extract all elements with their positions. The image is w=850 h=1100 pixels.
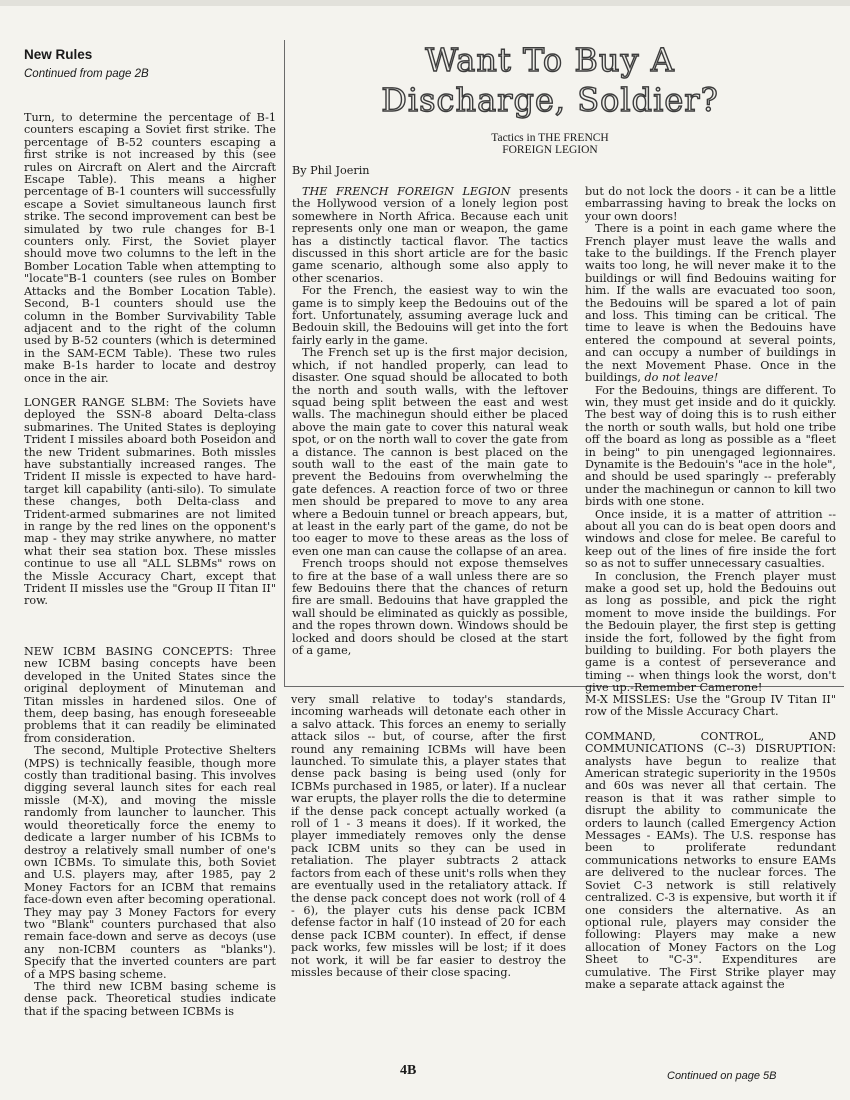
paragraph: The second, Multiple Protective Shelters (MPS) is technically feasible, though more costly than traditional basing. This involves digging several launch sites for each real missle (M-X), and moving the missle randomly from launcher to launcher. This would theoretically force the enemy to dedicate a larger number of his ICBMs to destroy a relatively small number of one's own ICBMs. To simulate this, both Soviet and U.S. players may, after 1985, pay 2 Money Factors for an ICBM that remains face-down even after becoming operational. They may pay 3 Money Factors for every two "Blank" counters purchased that also remain face-down and serve as decoys (use any non-ICBM counters as "blanks"). Specify that the inverted counters are part of a MPS basing scheme. [24, 744, 276, 981]
paragraph [585, 223, 836, 384]
paragraph [292, 186, 568, 285]
continued-from-note: Continued from page 2B [24, 68, 149, 80]
emphasis: do not leave! [644, 371, 719, 385]
paragraph: Turn, to determine the percentage of B-1 counters escaping a Soviet first strike. The percentage of B-52 counters escaping a first strike is not increased by this (see rules on Aircraft on Alert and the Aircraft Escape Table). This means a higher percentage of B-1 counters will successfully escape a Soviet simultaneous launch first strike. The second improvement can best be simulated by two rule changes for B-1 counters only. First, the Soviet player should move two columns to the left in the Bomber Location Table when attempting to "locate"B-1 counters (see rules on Bomber Attacks and the Bomber Location Table). Second, B-1 counters should use the column in the Bomber Survivability Table adjacent and to the right of the column used by B-52 counters (which is determined in the SAM-ECM Table). These two rules make B-1s harder to locate and destroy once in the air. [24, 111, 276, 385]
new-rules-column-top [24, 112, 276, 608]
paragraph: very small relative to today's standards, incoming warheads will detonate each other in a salvo attack. This forces an enemy to serially attack silos -- but, of course, after the first round any remaining ICBMs will have been launched. To simulate this, a player states that dense pack basing is being used (only for ICBMs purchased in 1985, or later). If a nuclear war erupts, the player rolls the die to determine if the dense pack concept actually worked (a roll of 1 - 3 means it does). If it worked, the player immediately removes only the dense pack ICBM units so they can be used in retaliation. The player subtracts 2 attack factors from each of these unit's rolls when they are eventually used in the retaliatory attack. If the dense pack concept does not work (roll of 4 - 6), the player cuts his dense pack ICBM defense factor in half (10 instead of 20 for each dense pack ICBM counter). In effect, if dense pack works, few missles will be lost; if it does not work, it will be far easier to destroy the missles because of their close spacing. [291, 693, 566, 979]
article-title: Want To Buy A Discharge, Soldier? [381, 41, 719, 119]
article-column-left [292, 186, 568, 657]
article-column-right [585, 186, 836, 695]
paragraph: Once inside, it is a matter of attrition -- about all you can do is beat open doors and windows and close for melee. Be careful to keep out of the lines of fire inside the fort so as not to suffer unnecessary casualties. [585, 507, 836, 571]
paragraph: The third new ICBM basing scheme is dense pack. Theoretical studies indicate that if the spacing between ICBMs is [24, 979, 276, 1018]
paragraph-text: presents the Hollywood version of a lonely legion post somewhere in North Africa. Because each unit represents only one man or weapon, the game has a distinctly tactical flavor. The tactics discussed in this short article are for the basic game scenario, although some also apply to other scenarios. [292, 185, 568, 285]
paragraph: LONGER RANGE SLBM: The Soviets have deployed the SSN-8 aboard Delta-class submarines. The United States is deploying Trident I missiles aboard both Poseidon and the new Trident submarines. Both missles have substantially increased ranges. The Trident II missle is expected to have hard-target kill capability (anti-silo). To simulate these changes, both Delta-class and Trident-armed submarines are not limited in range by the red lines on the opponent's map - they may strike anywhere, no matter what their sea station box. These missles continue to use all "ALL SLBMs" rows on the Missle Accuracy Chart, except that Trident II missles use the "Group II Titan II" row. [24, 395, 276, 608]
paragraph: French troops should not expose themselves to fire at the base of a wall unless there are so few Bedouins there that the chances of return fire are small. Bedouins that have grappled the wall should be eliminated as quickly as possible, and the ropes thrown down. Windows should be locked and doors should be closed at the start of a game, [292, 557, 568, 658]
byline: By Phil Joerin [292, 164, 370, 177]
paragraph-text: There is a point in each game where the French player must leave the walls and take to the buildings. If the French player waits too long, he will never make it to the buildings or will find Bedouins waiting for him. If the walls are evacuated too soon, the Bedouins will be spared a lot of pain and loss. This timing can be critical. The time to leave is when the Bedouins have entered the compound at several points, and can occupy a number of buildings in the next Movement Phase. Once in the buildings, [585, 222, 836, 385]
paragraph: M-X MISSLES: Use the "Group IV Titan II" row of the Missle Accuracy Chart. [585, 693, 836, 719]
page-number: 4B [400, 1063, 417, 1078]
article-border-vertical [284, 40, 285, 686]
continued-on-note: Continued on page 5B [667, 1070, 777, 1082]
paragraph: NEW ICBM BASING CONCEPTS: Three new ICBM basing concepts have been developed in the United States since the original deployment of Minuteman and Titan missles in hardened silos. One of them, deep basing, has enough foreseeable problems that it can readily be eliminated from consideration. [24, 645, 276, 745]
paragraph: For the Bedouins, things are different. To win, they must get inside and do it quickly. The best way of doing this is to rush either the north or south walls, but hold one tribe off the board as long as possible as a "fleet in being" to pin unengaged legionnaires. Dynamite is the Bedouin's "ace in the hole", and should be used sparingly -- preferably under the machinegun or cannon to kill two birds with one stone. [585, 383, 836, 509]
paragraph: For the French, the easiest way to win the game is to simply keep the Bedouins out of the fort. Unfortunately, assuming average luck and Bedouin skill, the Bedouins will get into the fort fairly early in the game. [292, 284, 568, 347]
page-edge [0, 0, 850, 6]
new-rules-column-right [585, 694, 836, 991]
subtitle-line: FOREIGN LEGION [502, 144, 598, 157]
new-rules-column-bottom [24, 646, 276, 1018]
paragraph: The French set up is the first major decision, which, if not handled properly, can lead to disaster. One squad should be allocated to both the north and south walls, with the leftover squad being split between the east and west walls. The machinegun should either be placed above the main gate to cover this natural weak spot, or on the north wall to cover the gate from a distance. The cannon is best placed on the south wall to the east of the main gate to prevent the Bedouins from overwhelming the gate defences. A reaction force of two or three men should be prepared to move to any area where a Bedouin tunnel or breach appears, but, at least in the early part of the game, do not be too eager to move to these areas as the loss of even one man can cause the collapse of an area. [292, 346, 568, 558]
paragraph: COMMAND, CONTROL, AND COMMUNICATIONS (C--3) DISRUPTION: analysts have begun to realize that American strategic superiority in the 1950s and 60s was never all that certain. The reason is that it was rather simple to disrupt the ability to communicate the orders to launch (called Emergency Action Messages - EAMs). The U.S. response has been to proliferate redundant communications networks to ensure EAMs are delivered to the nuclear forces. The Soviet C-3 network is still relatively centralized. C-3 is expensive, but worth it if one considers the alternative. As an optional rule, players may consider the following: Players may make a new allocation of Money Factors on the Log Sheet to "C-3". Expenditures are cumulative. The First Strike player may make a separate attack against the [585, 729, 836, 991]
game-title: THE FRENCH FOREIGN LEGION [302, 185, 511, 198]
subtitle-line: Tactics in THE FRENCH [491, 132, 609, 144]
paragraph: In conclusion, the French player must make a good set up, hold the Bedouins out as long as possible, and pick the right moment to move inside the buildings. For the Bedouin player, the first step is getting inside the fort, followed by the fight from building to building. For both players the game is a contest of perseverance and timing -- when things look the worst, don't give up.-Remember Camerone! [585, 569, 836, 695]
new-rules-column-middle [291, 694, 566, 979]
section-heading: New Rules [24, 47, 93, 62]
paragraph: but do not lock the doors - it can be a little embarrassing having to break the locks on your own doors! [585, 185, 836, 223]
article-subtitle [430, 132, 670, 157]
